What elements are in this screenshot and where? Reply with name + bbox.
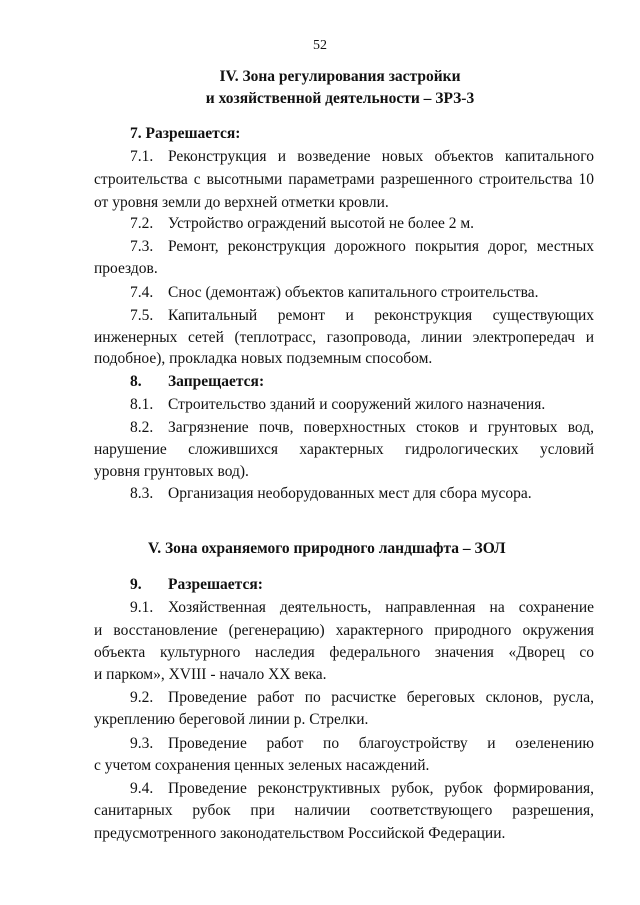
para-9-4-line-1: 9.4. Проведение реконструктивных рубок, рубок формирования, (130, 780, 594, 797)
para-7-5-line-2: инженерных сетей (теплотрасс, газопровода, линии электропередач и (94, 329, 594, 346)
para-8-3: 8.3. Организация необорудованных мест для сбора мусора. (130, 485, 532, 502)
para-7-4: 7.4. Снос (демонтаж) объектов капитального строительства. (130, 284, 539, 301)
para-9-3-number: 9.3. (130, 735, 154, 752)
para-8-2-line-2: нарушение сложившихся характерных гидрологических условий (94, 441, 594, 458)
section-4-title-line-1: IV. Зона регулирования застройки (219, 68, 461, 85)
heading-8-number: 8. (130, 373, 142, 390)
para-7-3-line-1: 7.3. Ремонт, реконструкция дорожного покрытия дорог, местных (130, 238, 594, 255)
para-9-2-number: 9.2. (130, 689, 154, 706)
heading-7: 7. Разрешается: (130, 125, 241, 142)
para-8-3-number: 8.3. (130, 485, 154, 502)
para-9-4-line-2: санитарных рубок при наличии соответствующего разрешения, (94, 802, 594, 819)
para-7-4-number: 7.4. (130, 284, 154, 301)
para-7-2: 7.2. Устройство ограждений высотой не более 2 м. (130, 215, 475, 232)
para-7-3-line-2: проездов. (94, 260, 158, 277)
para-9-4-line-3: предусмотренного законодательством Российской Федерации. (94, 825, 506, 842)
para-7-2-number: 7.2. (130, 215, 154, 232)
para-8-2-line-3: уровня грунтовых вод). (94, 463, 249, 480)
para-9-1-line-1: 9.1. Хозяйственная деятельность, направленная на сохранение (130, 599, 594, 616)
page-number: 52 (313, 38, 327, 53)
para-9-3-line-1: 9.3. Проведение работ по благоустройству и озеленению (130, 735, 594, 752)
para-8-2-line-1: 8.2. Загрязнение почв, поверхностных стоков и грунтовых вод, (130, 419, 594, 436)
para-8-1-number: 8.1. (130, 396, 154, 413)
section-5-title: V. Зона охраняемого природного ландшафта – ЗОЛ (148, 540, 506, 557)
para-9-1-line-4: и парком», XVIII - начало XX века. (94, 666, 327, 683)
heading-9: 9. Разрешается: (130, 576, 263, 593)
para-7-1-line-2: строительства с высотными параметрами разрешенного строительства 10 (94, 171, 594, 188)
para-9-4-number: 9.4. (130, 780, 154, 797)
para-7-1-line-1: 7.1. Реконструкция и возведение новых объектов капитального (130, 148, 594, 165)
para-7-1-line-3: от уровня земли до верхней отметки кровли. (94, 194, 389, 211)
para-9-2-line-1: 9.2. Проведение работ по расчистке береговых склонов, русла, (130, 689, 594, 706)
heading-9-number: 9. (130, 576, 142, 593)
para-7-1-number: 7.1. (130, 148, 154, 165)
para-7-5-line-1: 7.5. Капитальный ремонт и реконструкция существующих (130, 307, 594, 324)
para-7-5-line-3: подобное), прокладка новых подземным способом. (94, 350, 433, 367)
para-9-1-line-2: и восстановление (регенерацию) характерного природного окружения (94, 622, 594, 639)
para-8-2-number: 8.2. (130, 419, 154, 436)
heading-8: 8. Запрещается: (130, 373, 265, 390)
para-7-5-number: 7.5. (130, 307, 154, 324)
para-9-1-number: 9.1. (130, 599, 154, 616)
para-9-1-line-3: объекта культурного наследия федерального значения «Дворец со (94, 644, 594, 661)
section-4-title-line-2: и хозяйственной деятельности – ЗРЗ-3 (205, 90, 475, 107)
para-7-3-number: 7.3. (130, 238, 154, 255)
para-8-1: 8.1. Строительство зданий и сооружений жилого назначения. (130, 396, 546, 413)
para-9-3-line-2: с учетом сохранения ценных зеленых насаждений. (94, 757, 430, 774)
para-9-2-line-2: укреплению береговой линии р. Стрелки. (94, 711, 369, 728)
